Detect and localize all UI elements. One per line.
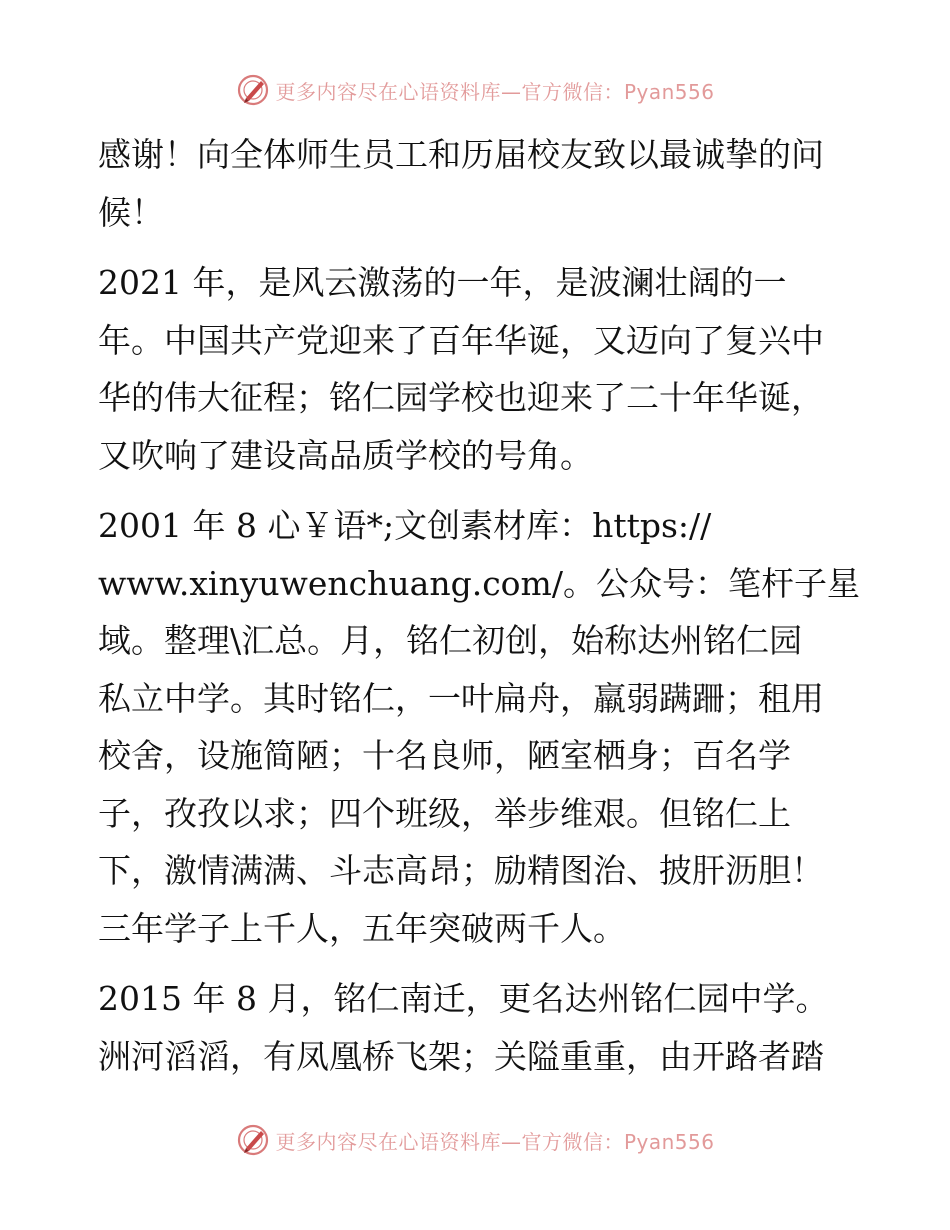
watermark-header [0, 70, 950, 110]
text-line: 域。整理\汇总。月，铭仁初创，始称达州铭仁园 [98, 621, 803, 660]
text-line: 2001 年 8 心￥语*;文创素材库：https:// [98, 506, 712, 545]
paragraph [98, 126, 858, 241]
pen-logo-icon [235, 72, 271, 108]
text-line: 校舍，设施简陋；十名良师，陋室栖身；百名学 [98, 736, 791, 775]
text-line: 三年学子上千人，五年突破两千人。 [98, 908, 626, 948]
text-line: 感谢！向全体师生员工和历届校友致以最诚挚的问 [98, 135, 824, 174]
text-line: 子，孜孜以求；四个班级，举步维艰。但铭仁上 [98, 793, 791, 833]
watermark-footer [0, 1120, 950, 1160]
paragraph [98, 970, 858, 1085]
watermark-text: 更多内容尽在心语资料库—官方微信：Pyan556 [275, 79, 715, 104]
text-line: 华的伟大征程；铭仁园学校也迎来了二十年华诞， [98, 378, 824, 417]
text-line: 2015 年 8 月，铭仁南迁，更名达州铭仁园中学。 [98, 979, 829, 1018]
text-line: 年。中国共产党迎来了百年华诞，又迈向了复兴中 [98, 320, 824, 360]
text-line: 候！ [98, 192, 164, 232]
pen-logo-icon [235, 1122, 271, 1158]
text-line: 私立中学。其时铭仁，一叶扁舟，羸弱蹒跚；租用 [98, 678, 824, 718]
paragraph [98, 254, 858, 484]
paragraph [98, 497, 858, 957]
text-line: 洲河滔滔，有凤凰桥飞架；关隘重重，由开路者踏 [98, 1036, 824, 1076]
text-line: 下，激情满满、斗志高昂；励精图治、披肝沥胆！ [98, 851, 824, 890]
text-line: www.xinyuwenchuang.com/。公众号：笔杆子星 [98, 563, 860, 603]
text-line: 2021 年，是风云激荡的一年，是波澜壮阔的一 [98, 263, 787, 302]
watermark-text: 更多内容尽在心语资料库—官方微信：Pyan556 [275, 1129, 715, 1154]
text-line: 又吹响了建设高品质学校的号角。 [98, 435, 593, 475]
document-body [98, 126, 858, 1085]
